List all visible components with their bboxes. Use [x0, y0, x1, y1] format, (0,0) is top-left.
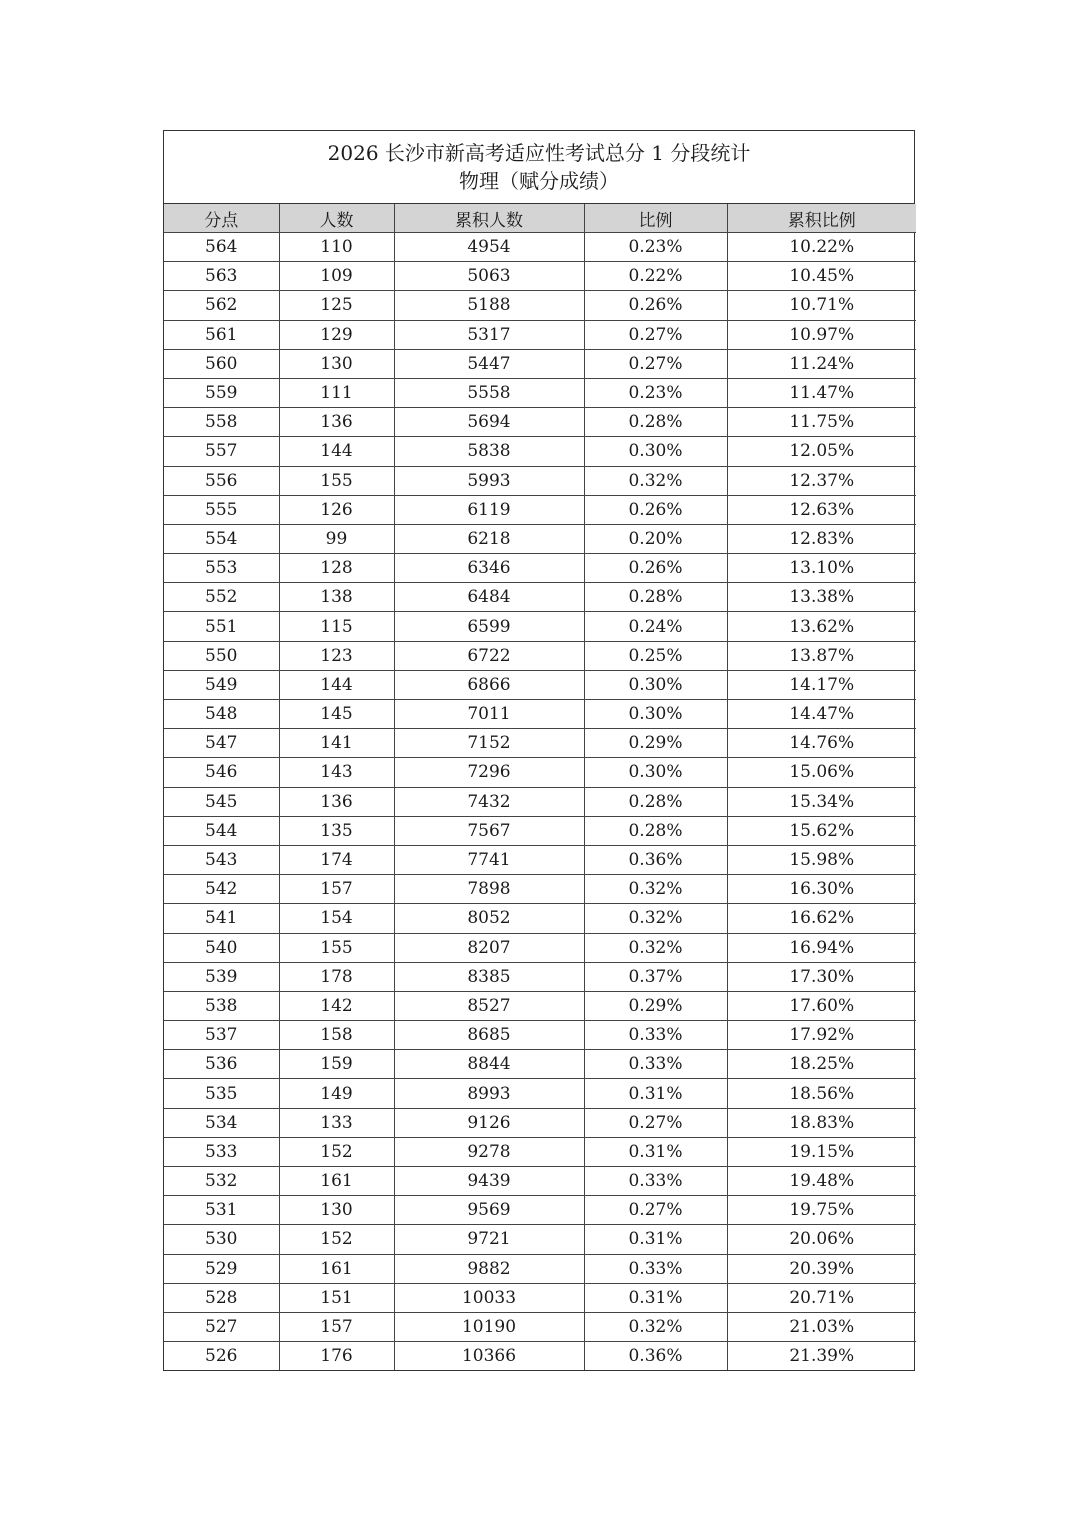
table-row — [164, 816, 916, 845]
cumulative-count-cell: 7152 — [394, 729, 584, 758]
table-row — [164, 729, 916, 758]
cumulative-count-cell: 6484 — [394, 583, 584, 612]
score-cell: 526 — [164, 1342, 279, 1371]
ratio-cell: 0.32% — [584, 466, 727, 495]
cumulative-ratio-cell: 19.75% — [727, 1196, 916, 1225]
ratio-cell: 0.33% — [584, 1167, 727, 1196]
table-row — [164, 787, 916, 816]
count-cell: 144 — [279, 670, 394, 699]
ratio-cell: 0.26% — [584, 554, 727, 583]
cumulative-ratio-cell: 16.62% — [727, 904, 916, 933]
table-body — [164, 233, 916, 1371]
score-cell: 547 — [164, 729, 279, 758]
score-cell: 538 — [164, 991, 279, 1020]
count-cell: 123 — [279, 641, 394, 670]
count-cell: 152 — [279, 1137, 394, 1166]
cumulative-count-cell: 7432 — [394, 787, 584, 816]
ratio-cell: 0.23% — [584, 233, 727, 262]
table-row — [164, 466, 916, 495]
cumulative-ratio-cell: 11.47% — [727, 378, 916, 407]
cumulative-ratio-cell: 13.62% — [727, 612, 916, 641]
count-cell: 138 — [279, 583, 394, 612]
cumulative-ratio-cell: 16.30% — [727, 875, 916, 904]
cumulative-ratio-cell: 18.56% — [727, 1079, 916, 1108]
cumulative-count-cell: 9569 — [394, 1196, 584, 1225]
ratio-cell: 0.24% — [584, 612, 727, 641]
ratio-cell: 0.26% — [584, 291, 727, 320]
table-row — [164, 962, 916, 991]
score-cell: 539 — [164, 962, 279, 991]
cumulative-count-cell: 5447 — [394, 349, 584, 378]
table-row — [164, 845, 916, 874]
count-cell: 126 — [279, 495, 394, 524]
cumulative-ratio-cell: 19.48% — [727, 1167, 916, 1196]
cumulative-ratio-cell: 15.34% — [727, 787, 916, 816]
table-row — [164, 408, 916, 437]
ratio-cell: 0.27% — [584, 349, 727, 378]
table-row — [164, 233, 916, 262]
cumulative-ratio-cell: 18.25% — [727, 1050, 916, 1079]
count-cell: 111 — [279, 378, 394, 407]
cumulative-count-cell: 9439 — [394, 1167, 584, 1196]
cumulative-count-cell: 9278 — [394, 1137, 584, 1166]
count-cell: 142 — [279, 991, 394, 1020]
count-cell: 152 — [279, 1225, 394, 1254]
count-cell: 130 — [279, 349, 394, 378]
cumulative-count-cell: 5317 — [394, 320, 584, 349]
table-row — [164, 1342, 916, 1371]
count-cell: 143 — [279, 758, 394, 787]
score-cell: 563 — [164, 262, 279, 291]
table-row — [164, 554, 916, 583]
cumulative-count-cell: 5188 — [394, 291, 584, 320]
cumulative-count-cell: 5694 — [394, 408, 584, 437]
count-cell: 125 — [279, 291, 394, 320]
cumulative-ratio-cell: 17.60% — [727, 991, 916, 1020]
score-cell: 562 — [164, 291, 279, 320]
score-cell: 542 — [164, 875, 279, 904]
cumulative-ratio-cell: 12.63% — [727, 495, 916, 524]
score-cell: 561 — [164, 320, 279, 349]
header-score: 分点 — [164, 204, 279, 233]
cumulative-count-cell: 6722 — [394, 641, 584, 670]
ratio-cell: 0.36% — [584, 1342, 727, 1371]
score-cell: 564 — [164, 233, 279, 262]
cumulative-ratio-cell: 10.22% — [727, 233, 916, 262]
cumulative-ratio-cell: 15.06% — [727, 758, 916, 787]
cumulative-ratio-cell: 13.10% — [727, 554, 916, 583]
ratio-cell: 0.28% — [584, 787, 727, 816]
table-row — [164, 700, 916, 729]
cumulative-ratio-cell: 13.38% — [727, 583, 916, 612]
cumulative-ratio-cell: 17.30% — [727, 962, 916, 991]
cumulative-ratio-cell: 11.75% — [727, 408, 916, 437]
header-cumulative-count: 累积人数 — [394, 204, 584, 233]
ratio-cell: 0.32% — [584, 904, 727, 933]
cumulative-count-cell: 10033 — [394, 1283, 584, 1312]
table-row — [164, 991, 916, 1020]
cumulative-ratio-cell: 17.92% — [727, 1021, 916, 1050]
score-cell: 531 — [164, 1196, 279, 1225]
cumulative-count-cell: 6119 — [394, 495, 584, 524]
cumulative-count-cell: 6599 — [394, 612, 584, 641]
ratio-cell: 0.31% — [584, 1283, 727, 1312]
ratio-cell: 0.31% — [584, 1137, 727, 1166]
score-cell: 551 — [164, 612, 279, 641]
ratio-cell: 0.22% — [584, 262, 727, 291]
table-row — [164, 495, 916, 524]
ratio-cell: 0.30% — [584, 700, 727, 729]
count-cell: 135 — [279, 816, 394, 845]
cumulative-count-cell: 7296 — [394, 758, 584, 787]
cumulative-ratio-cell: 13.87% — [727, 641, 916, 670]
table-row — [164, 1079, 916, 1108]
count-cell: 176 — [279, 1342, 394, 1371]
score-cell: 532 — [164, 1167, 279, 1196]
cumulative-count-cell: 8052 — [394, 904, 584, 933]
table-row — [164, 1283, 916, 1312]
cumulative-count-cell: 9721 — [394, 1225, 584, 1254]
cumulative-ratio-cell: 12.83% — [727, 524, 916, 553]
score-cell: 535 — [164, 1079, 279, 1108]
count-cell: 159 — [279, 1050, 394, 1079]
cumulative-count-cell: 7741 — [394, 845, 584, 874]
title-line-2: 物理（赋分成绩） — [459, 169, 619, 193]
ratio-cell: 0.27% — [584, 1108, 727, 1137]
header-ratio: 比例 — [584, 204, 727, 233]
table-row — [164, 1021, 916, 1050]
cumulative-count-cell: 8993 — [394, 1079, 584, 1108]
score-cell: 533 — [164, 1137, 279, 1166]
count-cell: 157 — [279, 1312, 394, 1341]
ratio-cell: 0.29% — [584, 991, 727, 1020]
count-cell: 158 — [279, 1021, 394, 1050]
header-count: 人数 — [279, 204, 394, 233]
cumulative-count-cell: 6346 — [394, 554, 584, 583]
ratio-cell: 0.23% — [584, 378, 727, 407]
score-cell: 555 — [164, 495, 279, 524]
ratio-cell: 0.28% — [584, 583, 727, 612]
count-cell: 115 — [279, 612, 394, 641]
ratio-cell: 0.33% — [584, 1050, 727, 1079]
cumulative-ratio-cell: 14.47% — [727, 700, 916, 729]
cumulative-ratio-cell: 20.39% — [727, 1254, 916, 1283]
score-distribution-sheet — [163, 130, 915, 1371]
cumulative-ratio-cell: 15.98% — [727, 845, 916, 874]
table-row — [164, 320, 916, 349]
table-row — [164, 1312, 916, 1341]
cumulative-count-cell: 5838 — [394, 437, 584, 466]
count-cell: 155 — [279, 933, 394, 962]
header-cumulative-ratio: 累积比例 — [727, 204, 916, 233]
ratio-cell: 0.32% — [584, 875, 727, 904]
table-row — [164, 1225, 916, 1254]
table-row — [164, 1167, 916, 1196]
cumulative-ratio-cell: 16.94% — [727, 933, 916, 962]
cumulative-ratio-cell: 21.03% — [727, 1312, 916, 1341]
score-cell: 540 — [164, 933, 279, 962]
count-cell: 149 — [279, 1079, 394, 1108]
ratio-cell: 0.26% — [584, 495, 727, 524]
ratio-cell: 0.25% — [584, 641, 727, 670]
score-cell: 560 — [164, 349, 279, 378]
document-title — [164, 131, 914, 204]
count-cell: 145 — [279, 700, 394, 729]
cumulative-count-cell: 7898 — [394, 875, 584, 904]
score-cell: 558 — [164, 408, 279, 437]
cumulative-count-cell: 8527 — [394, 991, 584, 1020]
count-cell: 154 — [279, 904, 394, 933]
cumulative-count-cell: 8685 — [394, 1021, 584, 1050]
score-cell: 536 — [164, 1050, 279, 1079]
count-cell: 110 — [279, 233, 394, 262]
ratio-cell: 0.29% — [584, 729, 727, 758]
table-row — [164, 583, 916, 612]
count-cell: 161 — [279, 1167, 394, 1196]
ratio-cell: 0.28% — [584, 816, 727, 845]
count-cell: 136 — [279, 408, 394, 437]
table-header-row — [164, 204, 916, 233]
score-cell: 545 — [164, 787, 279, 816]
count-cell: 109 — [279, 262, 394, 291]
table-row — [164, 758, 916, 787]
cumulative-ratio-cell: 14.17% — [727, 670, 916, 699]
score-cell: 550 — [164, 641, 279, 670]
cumulative-count-cell: 8207 — [394, 933, 584, 962]
cumulative-count-cell: 8844 — [394, 1050, 584, 1079]
cumulative-ratio-cell: 12.05% — [727, 437, 916, 466]
table-row — [164, 349, 916, 378]
score-cell: 528 — [164, 1283, 279, 1312]
table-row — [164, 437, 916, 466]
count-cell: 151 — [279, 1283, 394, 1312]
ratio-cell: 0.28% — [584, 408, 727, 437]
cumulative-ratio-cell: 19.15% — [727, 1137, 916, 1166]
table-row — [164, 933, 916, 962]
cumulative-ratio-cell: 20.71% — [727, 1283, 916, 1312]
table-row — [164, 524, 916, 553]
cumulative-count-cell: 6866 — [394, 670, 584, 699]
title-line-1: 2026 长沙市新高考适应性考试总分 1 分段统计 — [327, 141, 751, 165]
cumulative-ratio-cell: 21.39% — [727, 1342, 916, 1371]
cumulative-ratio-cell: 12.37% — [727, 466, 916, 495]
count-cell: 133 — [279, 1108, 394, 1137]
score-cell: 553 — [164, 554, 279, 583]
ratio-cell: 0.37% — [584, 962, 727, 991]
count-cell: 99 — [279, 524, 394, 553]
ratio-cell: 0.32% — [584, 1312, 727, 1341]
cumulative-count-cell: 7567 — [394, 816, 584, 845]
score-cell: 554 — [164, 524, 279, 553]
score-cell: 557 — [164, 437, 279, 466]
cumulative-ratio-cell: 11.24% — [727, 349, 916, 378]
table-row — [164, 670, 916, 699]
score-cell: 546 — [164, 758, 279, 787]
ratio-cell: 0.32% — [584, 933, 727, 962]
cumulative-count-cell: 4954 — [394, 233, 584, 262]
ratio-cell: 0.30% — [584, 670, 727, 699]
table-row — [164, 641, 916, 670]
cumulative-ratio-cell: 10.45% — [727, 262, 916, 291]
score-cell: 559 — [164, 378, 279, 407]
table-row — [164, 904, 916, 933]
cumulative-ratio-cell: 15.62% — [727, 816, 916, 845]
ratio-cell: 0.30% — [584, 437, 727, 466]
table-row — [164, 262, 916, 291]
count-cell: 136 — [279, 787, 394, 816]
ratio-cell: 0.31% — [584, 1079, 727, 1108]
cumulative-ratio-cell: 10.71% — [727, 291, 916, 320]
cumulative-ratio-cell: 18.83% — [727, 1108, 916, 1137]
score-cell: 549 — [164, 670, 279, 699]
count-cell: 174 — [279, 845, 394, 874]
count-cell: 130 — [279, 1196, 394, 1225]
count-cell: 161 — [279, 1254, 394, 1283]
cumulative-count-cell: 10366 — [394, 1342, 584, 1371]
ratio-cell: 0.20% — [584, 524, 727, 553]
ratio-cell: 0.31% — [584, 1225, 727, 1254]
score-cell: 530 — [164, 1225, 279, 1254]
table-row — [164, 875, 916, 904]
score-cell: 548 — [164, 700, 279, 729]
cumulative-count-cell: 9882 — [394, 1254, 584, 1283]
ratio-cell: 0.33% — [584, 1254, 727, 1283]
cumulative-count-cell: 9126 — [394, 1108, 584, 1137]
score-cell: 541 — [164, 904, 279, 933]
ratio-cell: 0.36% — [584, 845, 727, 874]
cumulative-ratio-cell: 14.76% — [727, 729, 916, 758]
count-cell: 141 — [279, 729, 394, 758]
table-row — [164, 1196, 916, 1225]
ratio-cell: 0.27% — [584, 320, 727, 349]
cumulative-ratio-cell: 10.97% — [727, 320, 916, 349]
score-cell: 556 — [164, 466, 279, 495]
count-cell: 129 — [279, 320, 394, 349]
count-cell: 144 — [279, 437, 394, 466]
table-row — [164, 1137, 916, 1166]
ratio-cell: 0.27% — [584, 1196, 727, 1225]
table-row — [164, 291, 916, 320]
score-cell: 537 — [164, 1021, 279, 1050]
score-cell: 534 — [164, 1108, 279, 1137]
table-row — [164, 612, 916, 641]
score-cell: 527 — [164, 1312, 279, 1341]
cumulative-count-cell: 6218 — [394, 524, 584, 553]
cumulative-ratio-cell: 20.06% — [727, 1225, 916, 1254]
score-cell: 552 — [164, 583, 279, 612]
table-row — [164, 1254, 916, 1283]
score-table — [164, 204, 916, 1370]
count-cell: 157 — [279, 875, 394, 904]
score-cell: 544 — [164, 816, 279, 845]
table-row — [164, 1108, 916, 1137]
count-cell: 178 — [279, 962, 394, 991]
cumulative-count-cell: 5558 — [394, 378, 584, 407]
cumulative-count-cell: 7011 — [394, 700, 584, 729]
score-cell: 529 — [164, 1254, 279, 1283]
count-cell: 128 — [279, 554, 394, 583]
table-row — [164, 378, 916, 407]
count-cell: 155 — [279, 466, 394, 495]
cumulative-count-cell: 5993 — [394, 466, 584, 495]
ratio-cell: 0.33% — [584, 1021, 727, 1050]
score-cell: 543 — [164, 845, 279, 874]
cumulative-count-cell: 10190 — [394, 1312, 584, 1341]
ratio-cell: 0.30% — [584, 758, 727, 787]
table-row — [164, 1050, 916, 1079]
cumulative-count-cell: 5063 — [394, 262, 584, 291]
cumulative-count-cell: 8385 — [394, 962, 584, 991]
